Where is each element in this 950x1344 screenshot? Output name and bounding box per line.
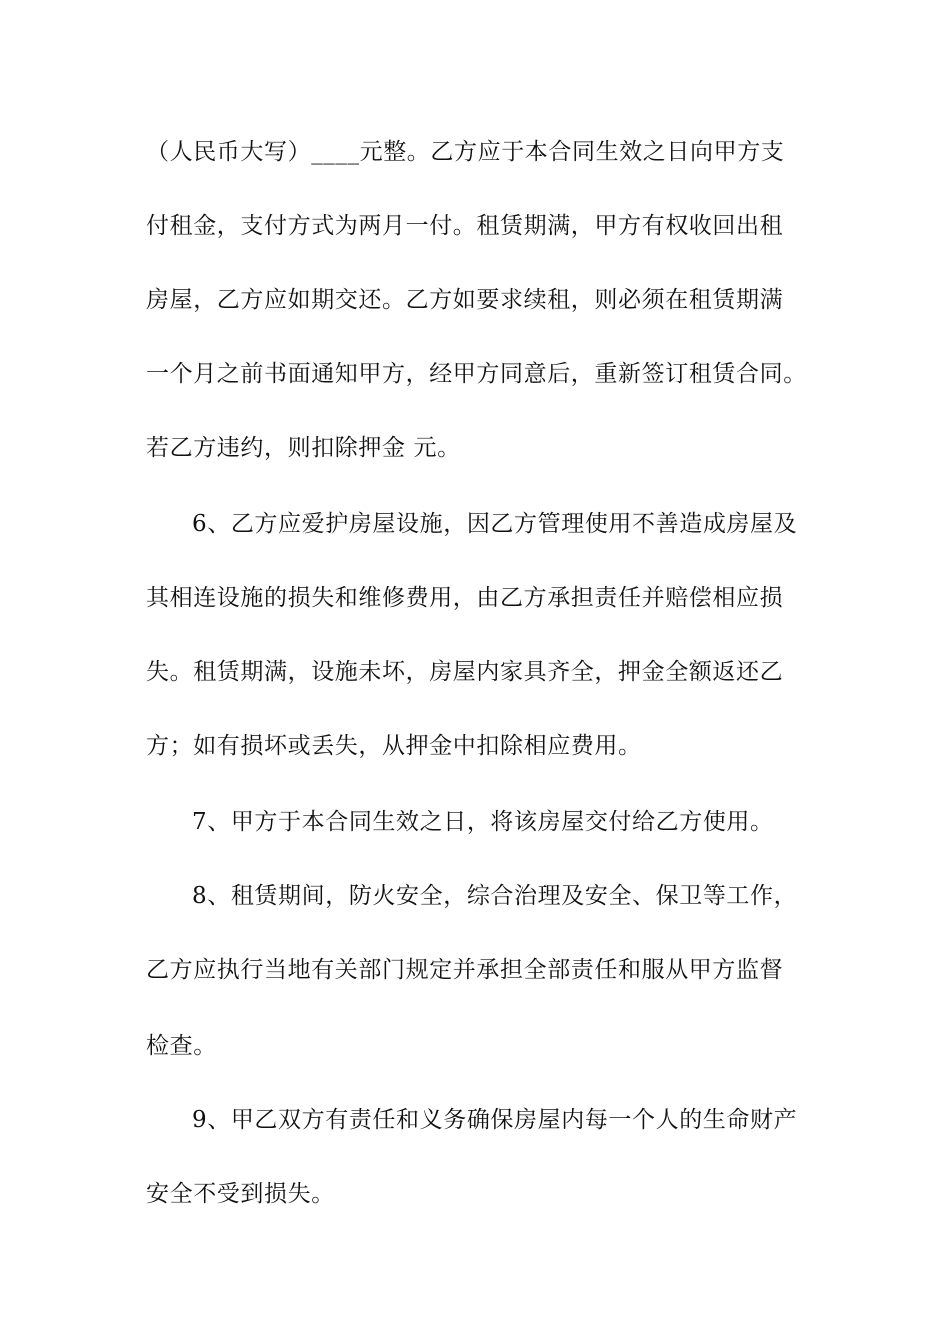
paragraph-line: 一个月之前书面通知甲方，经甲方同意后，重新签订租赁合同。: [146, 361, 807, 387]
paragraph-line: 乙方应执行当地有关部门规定并承担全部责任和服从甲方监督: [146, 957, 784, 983]
paragraph-line: 其相连设施的损失和维修费用，由乙方承担责任并赔偿相应损: [146, 585, 784, 611]
paragraph-line: 房屋，乙方应如期交还。乙方如要求续租，则必须在租赁期满: [146, 287, 784, 313]
paragraph-line: 若乙方违约，则扣除押金 元。: [146, 435, 461, 461]
clause-7-line: 7、甲方于本合同生效之日，将该房屋交付给乙方使用。: [192, 809, 774, 835]
paragraph-line: 安全不受到损失。: [146, 1181, 335, 1207]
paragraph-line: 付租金，支付方式为两月一付。租赁期满，甲方有权收回出租: [146, 213, 784, 239]
clause-8-line: 8、租赁期间，防火安全，综合治理及安全、保卫等工作，: [192, 883, 798, 909]
paragraph-line: 检查。: [146, 1033, 217, 1059]
clause-6-line: 6、乙方应爱护房屋设施，因乙方管理使用不善造成房屋及: [192, 511, 798, 537]
paragraph-line: 失。租赁期满，设施未坏，房屋内家具齐全，押金全额返还乙: [146, 659, 784, 685]
paragraph-line: 方；如有损坏或丢失，从押金中扣除相应费用。: [146, 733, 642, 759]
paragraph-line: （人民币大写）____元整。乙方应于本合同生效之日向甲方支: [146, 139, 785, 165]
clause-9-line: 9、甲乙双方有责任和义务确保房屋内每一个人的生命财产: [192, 1107, 798, 1133]
